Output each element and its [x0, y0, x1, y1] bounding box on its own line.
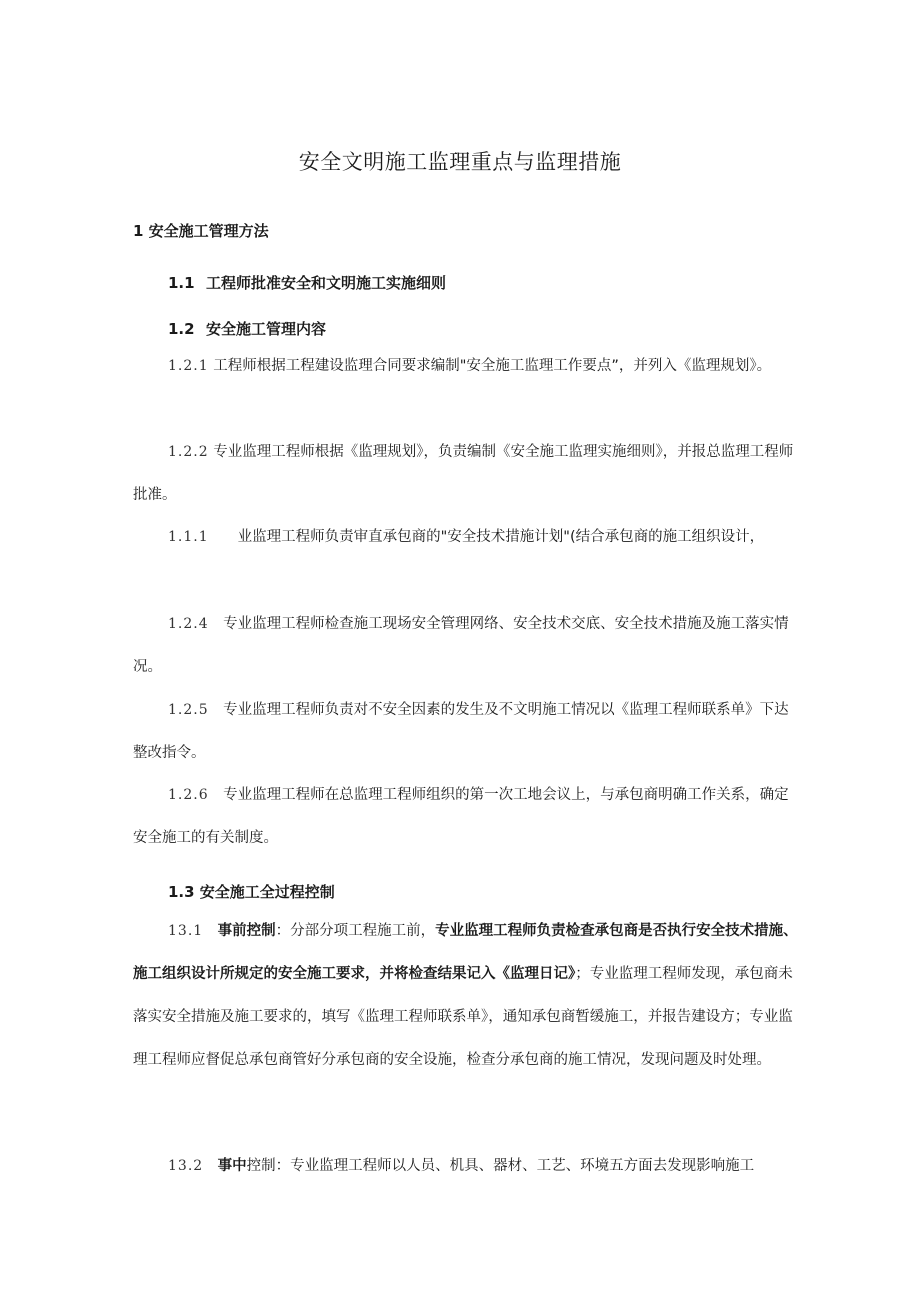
- subsection-heading-1-1: [168, 272, 446, 293]
- paragraph-number: 1.2.6: [168, 787, 209, 803]
- section-heading-1: 1 安全施工管理方法: [133, 222, 269, 240]
- paragraph-text: 业监理工程师负责审直承包商的"安全技术措施计划"(结合承包商的施工组织设计，: [208, 529, 765, 545]
- paragraph-1-2-6: [133, 774, 801, 860]
- paragraph-number: 13.2: [168, 1158, 204, 1174]
- paragraph-13-2: [133, 1145, 801, 1188]
- paragraph-1-1-1: [133, 516, 801, 559]
- paragraph-text: ：分部分项工程施工前，: [275, 923, 436, 939]
- subsection-heading-1-2: [168, 318, 326, 339]
- paragraph-text: 专业监理工程师根据《监理规划》，负责编制《安全施工监理实施细则》，并报总监理工程师批准。: [133, 444, 794, 503]
- paragraph-text: 专业监理工程师检查施工现场安全管理网络、安全技术交底、安全技术措施及施工落实情况。: [133, 616, 789, 675]
- subsection-number: 1.1: [168, 274, 195, 292]
- paragraph-label: 事中: [203, 1158, 247, 1174]
- paragraph-text: 专业监理工程师负责对不安全因素的发生及不文明施工情况以《监理工程师联系单》下达整改指令。: [133, 702, 789, 761]
- paragraph-number: 1.2.1: [168, 358, 209, 374]
- paragraph-text: 专业监理工程师在总监理工程师组织的第一次工地会议上，与承包商明确工作关系，确定安全施工的有关制度。: [133, 787, 789, 846]
- paragraph-text: 工程师根据工程建设监理合同要求编制"安全施工监理工作要点”，并列入《监理规划》。: [208, 358, 772, 374]
- paragraph-1-2-2: [133, 431, 801, 517]
- paragraph-label: 事前控制: [203, 923, 276, 939]
- paragraph-number: 1.2.5: [168, 702, 209, 718]
- subsection-number: 1.2: [168, 320, 195, 338]
- paragraph-text: ；专业监理工程师发现，承包商未落实安全措施及施工要求的，填写《监理工程师联系单》，通知承包商暂缓施工，并报告建设方；专业监理工程师应督促总承包商管好分承包商的安全设施，检查分承包商的施工情况，发现问题及时处理。: [133, 966, 793, 1068]
- subsection-title: 安全施工管理内容: [206, 320, 327, 338]
- paragraph-bold-text: 专业监理工程师负责检查承包商是否执行安全技术措施、施工组织设计所规定的安全施工要求，并将检查结果记入《监理日记》: [133, 923, 798, 982]
- page-title: 安全文明施工监理重点与监理措施: [298, 150, 622, 174]
- paragraph-13-1: [133, 910, 801, 1082]
- subsection-heading-1-3: 1.3 安全施工全过程控制: [168, 883, 335, 901]
- paragraph-number: 1.2.4: [168, 616, 209, 632]
- subsection-title: 工程师批准安全和文明施工实施细则: [206, 274, 447, 292]
- paragraph-number: 13.1: [168, 923, 204, 939]
- paragraph-1-2-4: [133, 603, 801, 689]
- paragraph-number: 1.1.1: [168, 529, 209, 545]
- paragraph-1-2-1: [133, 345, 801, 388]
- paragraph-1-2-5: [133, 689, 801, 775]
- paragraph-text: 控制：专业监理工程师以人员、机具、器材、工艺、环境五方面去发现影响施工: [246, 1158, 755, 1174]
- paragraph-number: 1.2.2: [168, 444, 209, 460]
